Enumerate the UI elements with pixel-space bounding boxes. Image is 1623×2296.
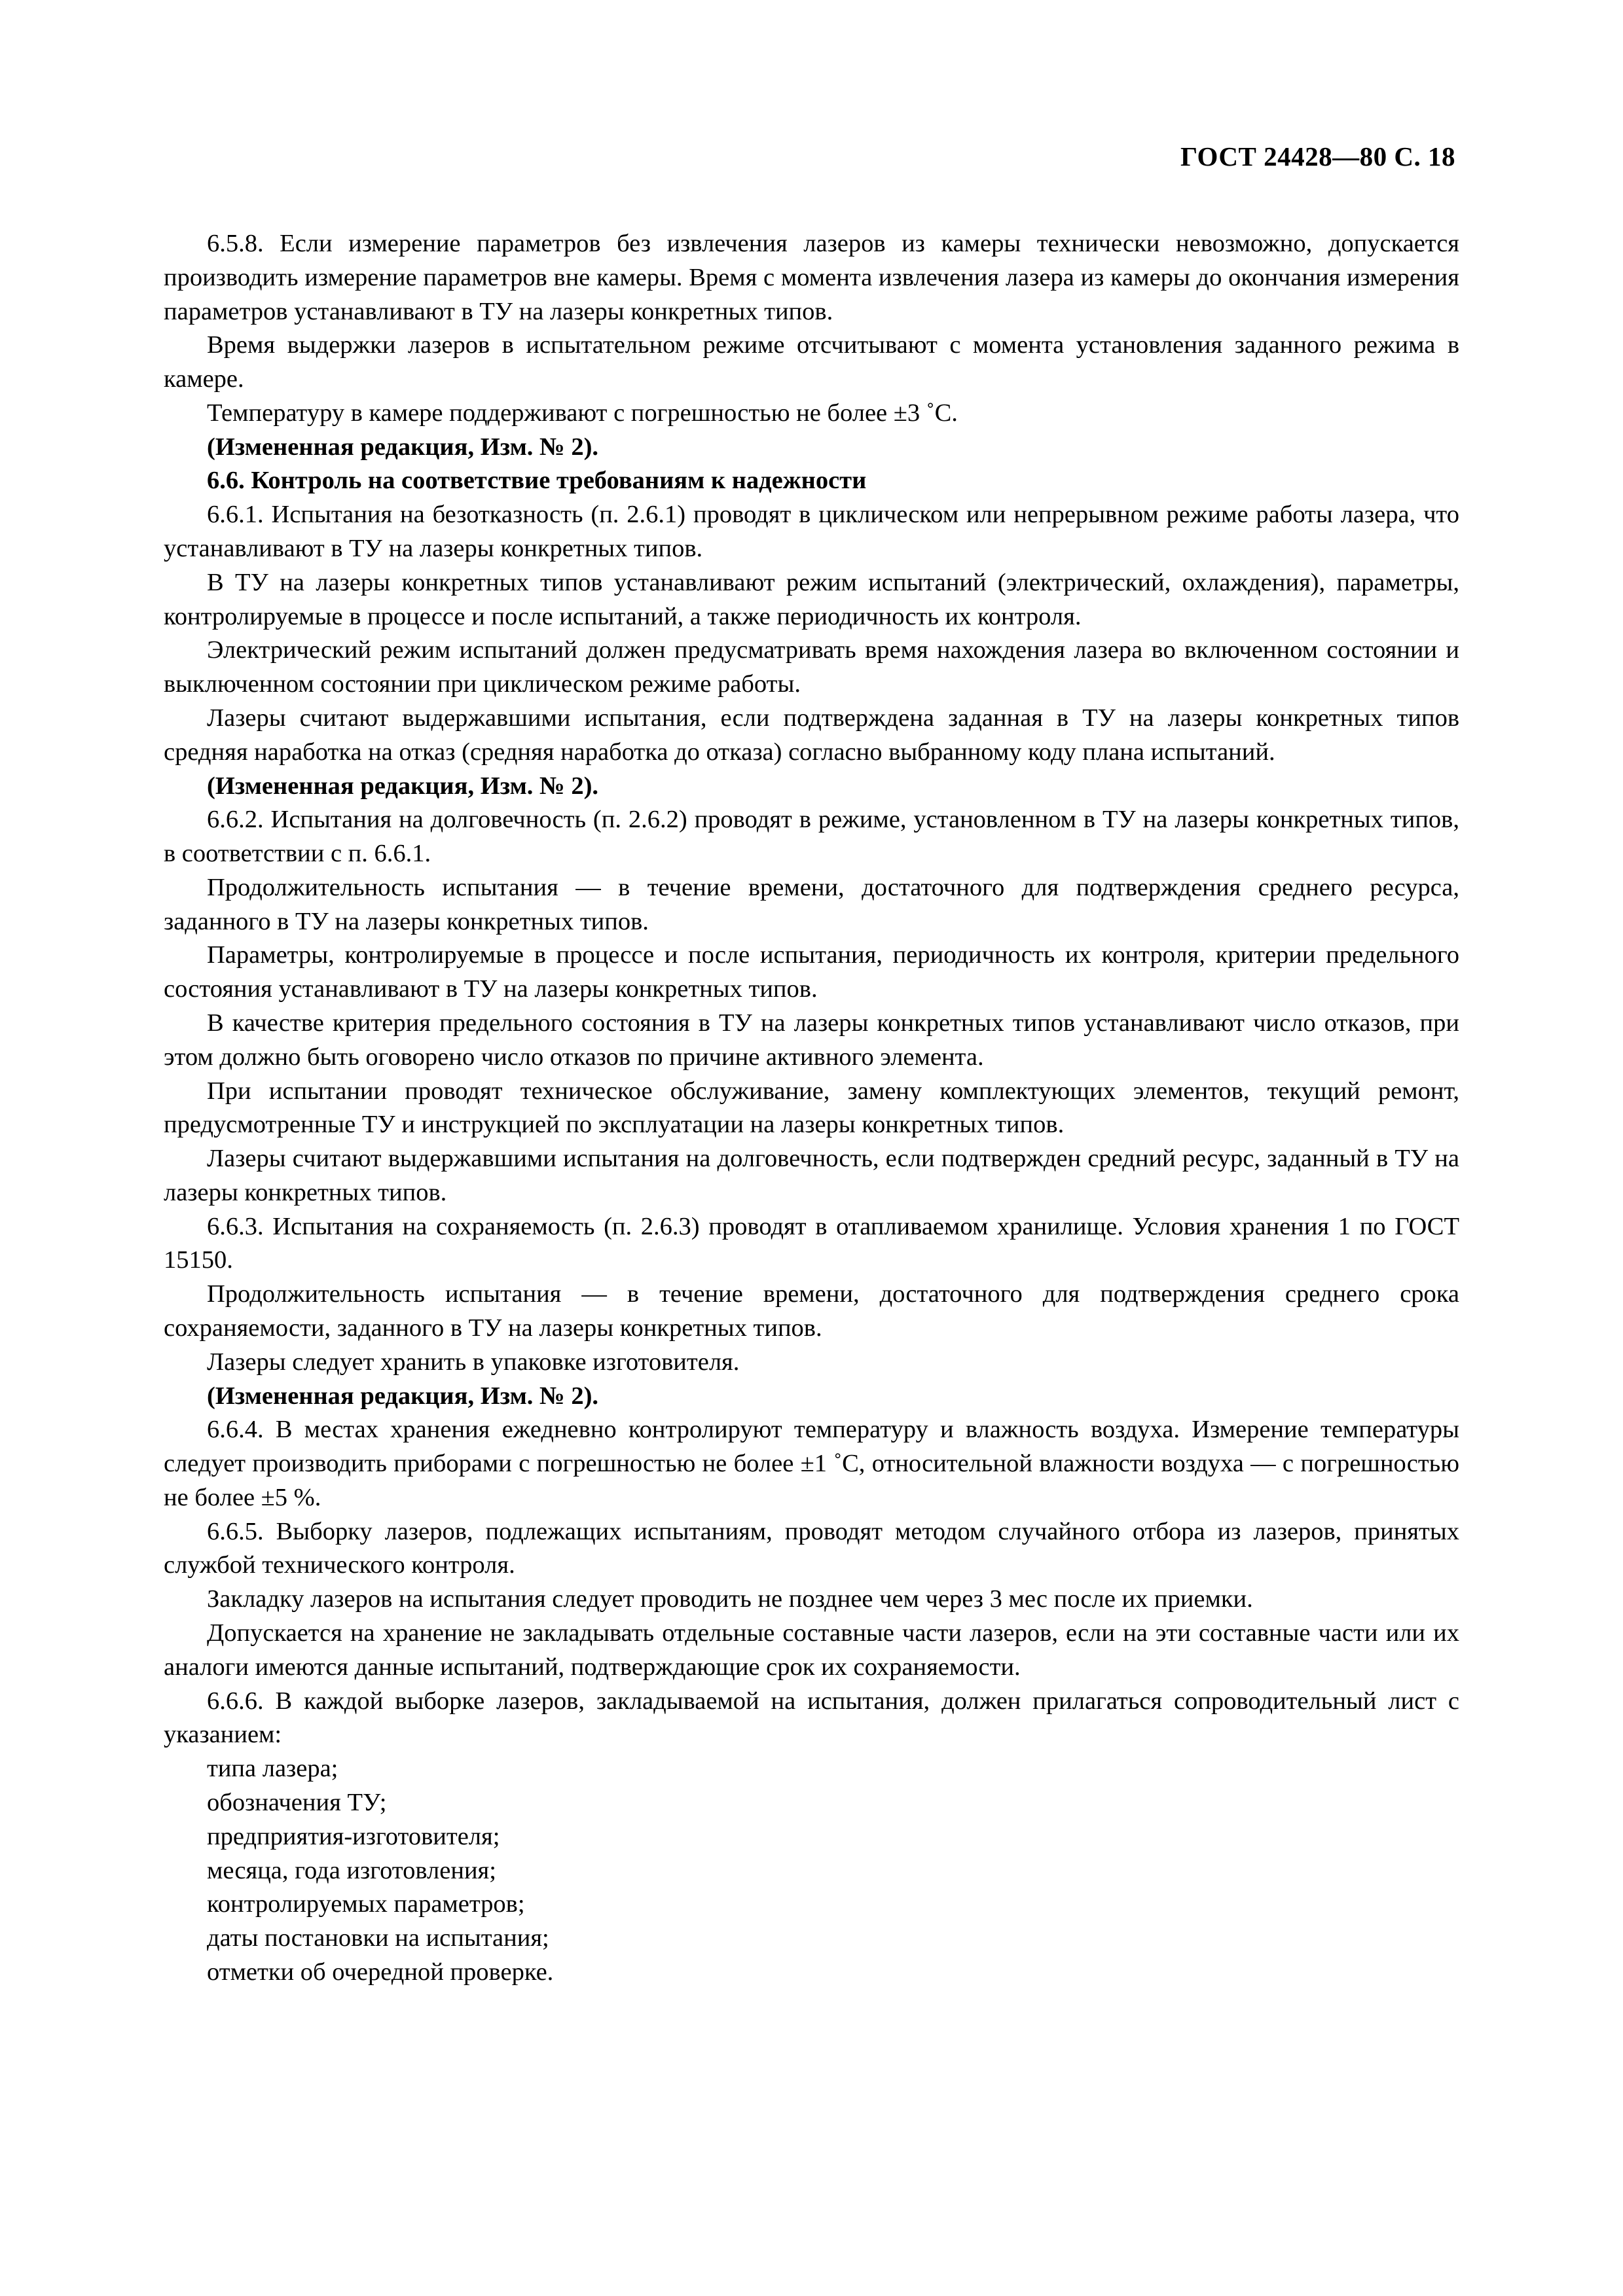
body-paragraph: Закладку лазеров на испытания следует проводить не позднее чем через 3 мес после их приемки. bbox=[207, 1585, 1253, 1613]
body-paragraph: 6.6.4. В местах хранения ежедневно контролируют температуру и влажность воздуха. Измерение температуры следует производить приборами с погрешностью не более ±1 ˚С, относительной влажности воздуха — с погрешностью не более ±5 %. bbox=[164, 1416, 1459, 1511]
body-paragraph: Время выдержки лазеров в испытательном режиме отсчитывают с момента установления заданного режима в камере. bbox=[164, 331, 1459, 393]
body-paragraph: Температуру в камере поддерживают с погрешностью не более ±3 ˚С. bbox=[207, 399, 958, 427]
body-paragraph: Лазеры считают выдержавшими испытания, если подтверждена заданная в ТУ на лазеры конкретных типов средняя наработка на отказ (средняя наработка до отказа) согласно выбранному коду плана испытаний. bbox=[164, 704, 1459, 766]
page-header-standard-ref: ГОСТ 24428—80 С. 18 bbox=[1180, 141, 1455, 171]
body-paragraph: В ТУ на лазеры конкретных типов устанавливают режим испытаний (электрический, охлаждения), параметры, контролируемые в процессе и после испытаний, а также периодичность их контроля. bbox=[164, 568, 1459, 630]
revision-note: (Измененная редакция, Изм. № 2). bbox=[207, 1382, 599, 1410]
body-paragraph: 6.6.1. Испытания на безотказность (п. 2.6.1) проводят в циклическом или непрерывном режиме работы лазера, что устанавливают в ТУ на лазеры конкретных типов. bbox=[164, 501, 1459, 563]
list-item: контролируемых параметров; bbox=[207, 1890, 525, 1918]
body-paragraph: Продолжительность испытания — в течение времени, достаточного для подтверждения среднего срока сохраняемости, заданного в ТУ на лазеры конкретных типов. bbox=[164, 1280, 1459, 1342]
list-item: даты постановки на испытания; bbox=[207, 1924, 549, 1952]
body-paragraph: Продолжительность испытания — в течение времени, достаточного для подтверждения среднего ресурса, заданного в ТУ на лазеры конкретных типов. bbox=[164, 873, 1459, 935]
body-paragraph: 6.6.5. Выборку лазеров, подлежащих испытаниям, проводят методом случайного отбора из лазеров, принятых службой технического контроля. bbox=[164, 1517, 1459, 1579]
section-heading: 6.6. Контроль на соответствие требованиям к надежности bbox=[207, 467, 867, 495]
revision-note: (Измененная редакция, Изм. № 2). bbox=[207, 772, 599, 800]
list-item: отметки об очередной проверке. bbox=[207, 1958, 554, 1986]
body-paragraph: 6.5.8. Если измерение параметров без извлечения лазеров из камеры технически невозможно, допускается производить измерение параметров вне камеры. Время с момента извлечения лазера из камеры до окончания измерения параметров устанавливают в ТУ на лазеры конкретных типов. bbox=[164, 230, 1459, 325]
body-paragraph: 6.6.3. Испытания на сохраняемость (п. 2.6.3) проводят в отапливаемом хранилище. Условия хранения 1 по ГОСТ 15150. bbox=[164, 1212, 1459, 1274]
list-item: предприятия-изготовителя; bbox=[207, 1822, 500, 1850]
list-item: типа лазера; bbox=[207, 1755, 338, 1783]
body-paragraph: При испытании проводят техническое обслуживание, замену комплектующих элементов, текущий ремонт, предусмотренные ТУ и инструкцией по эксплуатации на лазеры конкретных типов. bbox=[164, 1077, 1459, 1139]
body-paragraph: 6.6.6. В каждой выборке лазеров, закладываемой на испытания, должен прилагаться сопроводительный лист с указанием: bbox=[164, 1687, 1459, 1749]
body-paragraph: В качестве критерия предельного состояния в ТУ на лазеры конкретных типов устанавливают число отказов, при этом должно быть оговорено число отказов по причине активного элемента. bbox=[164, 1009, 1459, 1071]
body-paragraph: Параметры, контролируемые в процессе и после испытания, периодичность их контроля, критерии предельного состояния устанавливают в ТУ на лазеры конкретных типов. bbox=[164, 941, 1459, 1003]
list-item: месяца, года изготовления; bbox=[207, 1856, 496, 1884]
document-body bbox=[164, 227, 1459, 1990]
body-paragraph: 6.6.2. Испытания на долговечность (п. 2.6.2) проводят в режиме, установленном в ТУ на лазеры конкретных типов, в соответствии с п. 6.6.1. bbox=[164, 806, 1459, 868]
body-paragraph: Электрический режим испытаний должен предусматривать время нахождения лазера во включенном состоянии и выключенном состоянии при циклическом режиме работы. bbox=[164, 636, 1459, 698]
revision-note: (Измененная редакция, Изм. № 2). bbox=[207, 433, 599, 461]
body-paragraph: Лазеры следует хранить в упаковке изготовителя. bbox=[207, 1348, 740, 1376]
body-paragraph: Допускается на хранение не закладывать отдельные составные части лазеров, если на эти составные части или их аналоги имеются данные испытаний, подтверждающие срок их сохраняемости. bbox=[164, 1619, 1459, 1681]
list-item: обозначения ТУ; bbox=[207, 1788, 387, 1816]
body-paragraph: Лазеры считают выдержавшими испытания на долговечность, если подтвержден средний ресурс, заданный в ТУ на лазеры конкретных типов. bbox=[164, 1145, 1459, 1206]
